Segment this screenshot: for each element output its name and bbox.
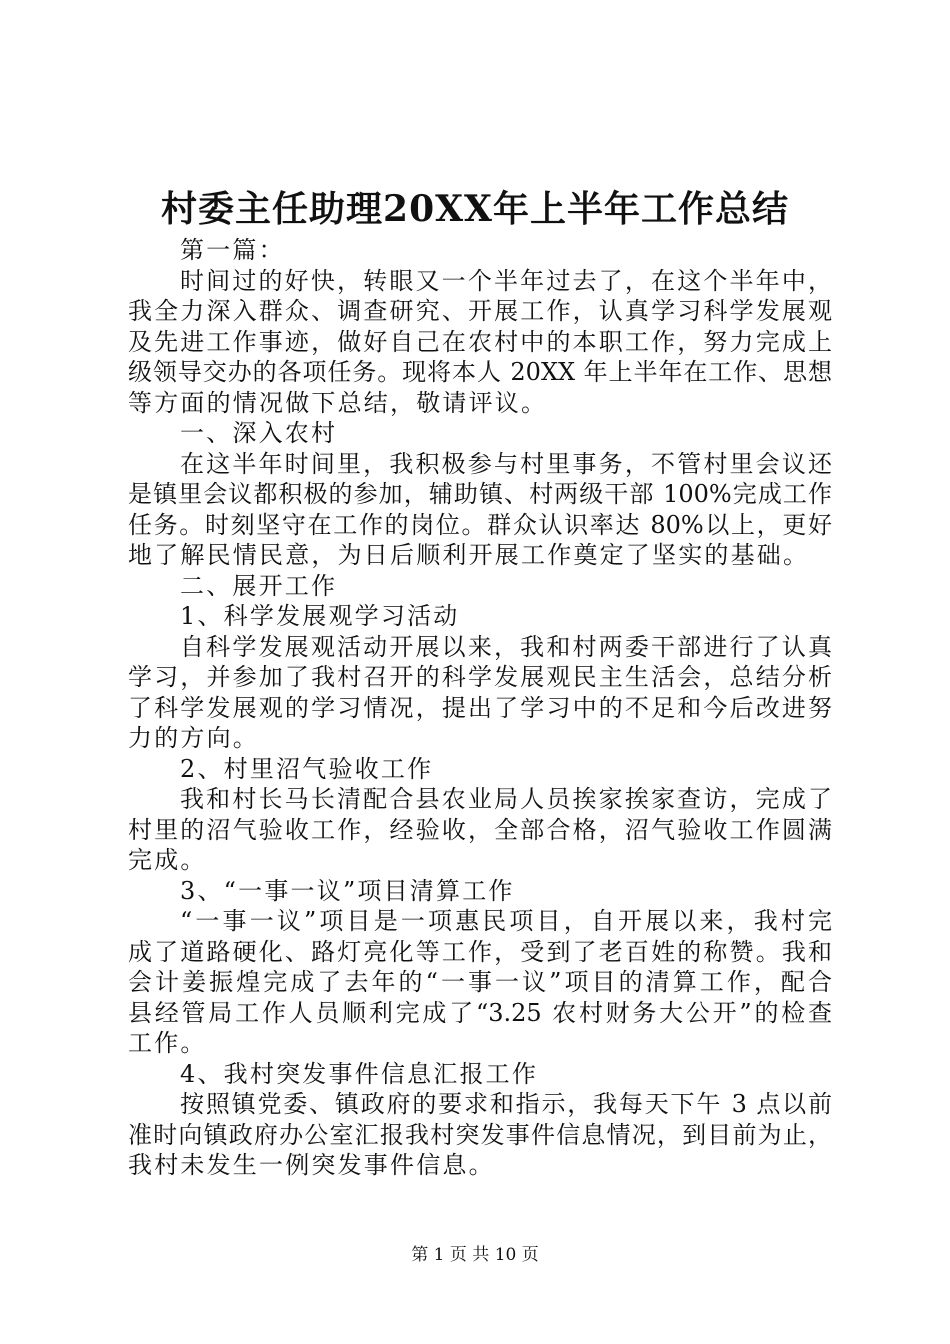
body-line: 1、科学发展观学习活动 — [180, 602, 460, 630]
body-line: 力的方向。 — [128, 724, 259, 752]
body-line: 2、村里沼气验收工作 — [180, 754, 434, 783]
body-line: 了科学发展观的学习情况，提出了学习中的不足和今后改进努 — [128, 693, 832, 722]
body-line: 在这半年时间里，我积极参与村里事务，不管村里会议还 — [180, 449, 832, 478]
body-line: 工作。 — [128, 1029, 207, 1057]
body-line: 4、我村突发事件信息汇报工作 — [180, 1059, 539, 1088]
body-line: 我全力深入群众、调查研究、开展工作，认真学习科学发展观 — [128, 297, 832, 325]
page-footer: 第 1 页 共 10 页 — [411, 1245, 539, 1265]
body-line: 学习，并参加了我村召开的科学发展观民主生活会，总结分析 — [128, 663, 832, 691]
body-line: 第一篇： — [180, 236, 285, 264]
body-line: 3、“一事一议”项目清算工作 — [180, 876, 515, 905]
body-line: 时间过的好快，转眼又一个半年过去了，在这个半年中， — [180, 266, 832, 295]
document-title: 村委主任助理20XX年上半年工作总结 — [161, 188, 789, 230]
body-line: 我和村长马长清配合县农业局人员挨家挨家查访，完成了 — [180, 785, 832, 813]
body-line: “一事一议”项目是一项惠民项目，自开展以来，我村完 — [180, 907, 832, 935]
body-line: 一、深入农村 — [180, 419, 338, 447]
body-line: 村里的沼气验收工作，经验收，全部合格，沼气验收工作圆满 — [128, 815, 832, 844]
body-line: 我村未发生一例突发事件信息。 — [128, 1151, 495, 1179]
body-line: 等方面的情况做下总结，敬请评议。 — [128, 388, 548, 417]
body-line: 县经管局工作人员顺利完成了“3.25 农村财务大公开”的检查 — [128, 998, 832, 1027]
body-line: 自科学发展观活动开展以来，我和村两委干部进行了认真 — [180, 632, 832, 661]
body-line: 及先进工作事迹，做好自己在农村中的本职工作，努力完成上 — [128, 327, 832, 356]
body-line: 地了解民情民意，为日后顺利开展工作奠定了坚实的基础。 — [128, 541, 810, 569]
body-line: 准时向镇政府办公室汇报我村突发事件信息情况，到目前为止， — [128, 1120, 832, 1149]
body-line: 任务。时刻坚守在工作的岗位。群众认识率达 80%以上，更好 — [128, 510, 832, 539]
body-line: 是镇里会议都积极的参加，辅助镇、村两级干部 100%完成工作 — [128, 480, 832, 508]
body-line: 完成。 — [128, 846, 207, 874]
body-line: 二、展开工作 — [180, 571, 338, 600]
body-line: 会计姜振煌完成了去年的“一事一议”项目的清算工作，配合 — [128, 968, 832, 996]
body-line: 按照镇党委、镇政府的要求和指示，我每天下午 3 点以前 — [180, 1090, 832, 1118]
body-line: 级领导交办的各项任务。现将本人 20XX 年上半年在工作、思想 — [128, 358, 832, 386]
body-line: 成了道路硬化、路灯亮化等工作，受到了老百姓的称赞。我和 — [128, 937, 832, 966]
document-body — [128, 235, 832, 1181]
